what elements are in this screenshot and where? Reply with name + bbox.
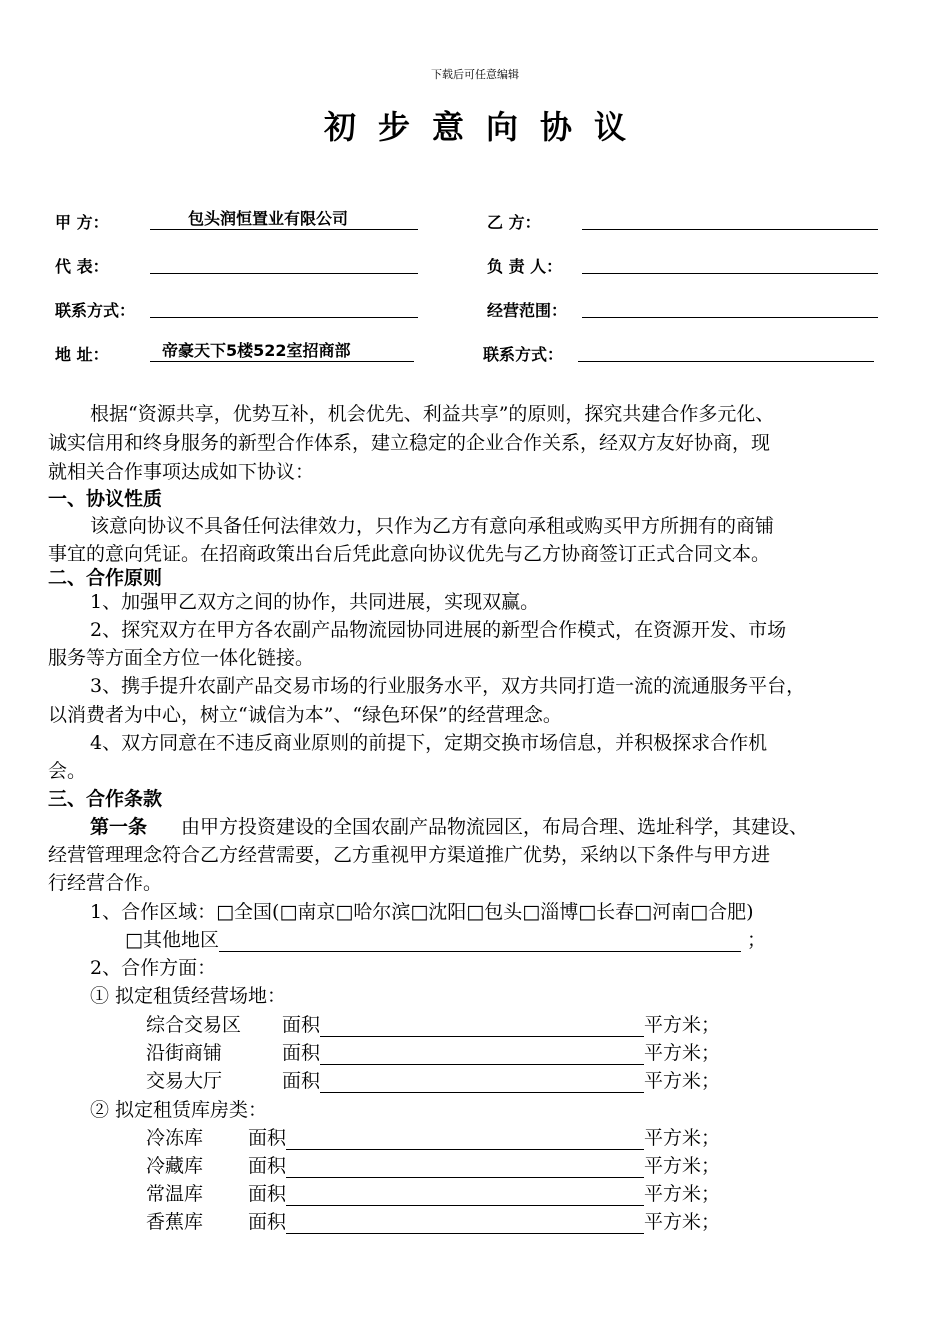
scope-field[interactable]: [582, 296, 878, 318]
lease-warehouse-heading: ② 拟定租赁库房类：: [90, 1099, 268, 1121]
party-b-label: 乙 方：: [487, 213, 541, 232]
section-3-heading: 三、合作条款: [48, 788, 163, 810]
section-1-line: 事宜的意向凭证。在招商政策出台后凭此意向协议优先与乙方协商签订正式合同文本。: [48, 543, 771, 565]
area-field[interactable]: [286, 1127, 644, 1150]
aspect-line: 2、合作方面：: [90, 957, 217, 979]
area-label: 面积: [248, 1155, 287, 1177]
section-2-line: 2、探究双方在甲方各农副产品物流园协同进展的新型合作模式，在资源开发、市场: [90, 619, 787, 641]
section-2-line: 1、加强甲乙双方之间的协作，共同进展，实现双赢。: [90, 591, 540, 613]
other-region-label: □其他地区: [125, 929, 219, 951]
address-label: 地 址：: [55, 345, 109, 364]
area-field[interactable]: [286, 1211, 644, 1234]
contact-field[interactable]: [150, 296, 418, 318]
warehouse-row: [146, 1180, 720, 1208]
article-1-line: 行经营合作。: [48, 872, 163, 894]
warehouse-row: [146, 1152, 720, 1180]
other-region-field[interactable]: [219, 929, 741, 952]
area-field[interactable]: [286, 1183, 644, 1206]
warehouse-name: 常温库: [146, 1183, 204, 1205]
site-name: 交易大厅: [146, 1070, 223, 1092]
area-label: 面积: [248, 1127, 287, 1149]
unit-label: 平方米；: [644, 1070, 721, 1092]
unit-label: 平方米；: [644, 1127, 721, 1149]
party-a-label: 甲 方：: [55, 213, 109, 232]
other-region-row: [125, 926, 766, 954]
section-1-heading: 一、协议性质: [48, 488, 163, 510]
warehouse-name: 冷藏库: [146, 1155, 204, 1177]
intro-line: 根据“资源共享，优势互补，机会优先、利益共享”的原则，探究共建合作多元化、: [90, 403, 775, 425]
section-2-line: 4、双方同意在不违反商业原则的前提下，定期交换市场信息，并积极探求合作机: [90, 732, 768, 754]
resp-label: 负 责 人：: [487, 257, 563, 276]
section-2-line: 服务等方面全方位一体化链接。: [48, 647, 315, 669]
party-b-field[interactable]: [582, 208, 878, 230]
area-label: 面积: [248, 1211, 287, 1233]
area-label: 面积: [282, 1042, 321, 1064]
area-field[interactable]: [320, 1070, 644, 1093]
contact-label: 联系方式：: [55, 301, 136, 320]
site-name: 沿街商铺: [146, 1042, 223, 1064]
site-name: 综合交易区: [146, 1014, 242, 1036]
area-field[interactable]: [320, 1014, 644, 1037]
section-2-heading: 二、合作原则: [48, 567, 163, 589]
section-2-line: 以消费者为中心，树立“诚信为本”、“绿色环保”的经营理念。: [48, 704, 562, 726]
scope-label: 经营范围：: [487, 301, 568, 320]
lease-site-heading: ① 拟定租赁经营场地：: [90, 985, 287, 1007]
article-1-line: 经营管理理念符合乙方经营需要，乙方重视甲方渠道推广优势，采纳以下条件与甲方进: [48, 844, 771, 866]
site-row: [146, 1067, 720, 1095]
warehouse-name: 香蕉库: [146, 1211, 204, 1233]
area-label: 面积: [282, 1070, 321, 1092]
unit-label: 平方米；: [644, 1042, 721, 1064]
warehouse-row: [146, 1124, 720, 1152]
semicolon: ；: [746, 929, 766, 951]
area-label: 面积: [282, 1014, 321, 1036]
document-title: 初步意向协议: [323, 108, 648, 146]
b-contact-label: 联系方式：: [483, 345, 564, 364]
region-line: 1、合作区域：□全国(□南京□哈尔滨□沈阳□包头□淄博□长春□河南□合肥): [90, 901, 754, 923]
section-1-line: 该意向协议不具备任何法律效力，只作为乙方有意向承租或购买甲方所拥有的商铺: [90, 515, 775, 537]
b-contact-field[interactable]: [578, 340, 874, 362]
area-field[interactable]: [286, 1155, 644, 1178]
warehouse-row: [146, 1208, 720, 1236]
site-row: [146, 1039, 720, 1067]
resp-field[interactable]: [582, 252, 878, 274]
area-field[interactable]: [320, 1042, 644, 1065]
unit-label: 平方米；: [644, 1014, 721, 1036]
party-a-field[interactable]: 包头润恒置业有限公司: [150, 208, 418, 230]
warehouse-name: 冷冻库: [146, 1127, 204, 1149]
article-1-label: 第一条: [90, 816, 148, 838]
address-field[interactable]: 帝豪天下5楼522室招商部: [150, 340, 414, 362]
rep-field[interactable]: [150, 252, 418, 274]
unit-label: 平方米；: [644, 1211, 721, 1233]
section-2-line: 3、携手提升农副产品交易市场的行业服务水平，双方共同打造一流的流通服务平台，: [90, 675, 806, 697]
section-2-line: 会。: [48, 760, 87, 782]
area-label: 面积: [248, 1183, 287, 1205]
intro-line: 诚实信用和终身服务的新型合作体系，建立稳定的企业合作关系，经双方友好协商，现: [48, 432, 771, 454]
rep-label: 代 表：: [55, 257, 109, 276]
intro-line: 就相关合作事项达成如下协议：: [48, 461, 315, 483]
site-row: [146, 1011, 720, 1039]
header-note: 下载后可任意编辑: [431, 68, 519, 81]
unit-label: 平方米；: [644, 1155, 721, 1177]
article-1-line: 由甲方投资建设的全国农副产品物流园区，布局合理、选址科学，其建设、: [181, 816, 809, 838]
unit-label: 平方米；: [644, 1183, 721, 1205]
